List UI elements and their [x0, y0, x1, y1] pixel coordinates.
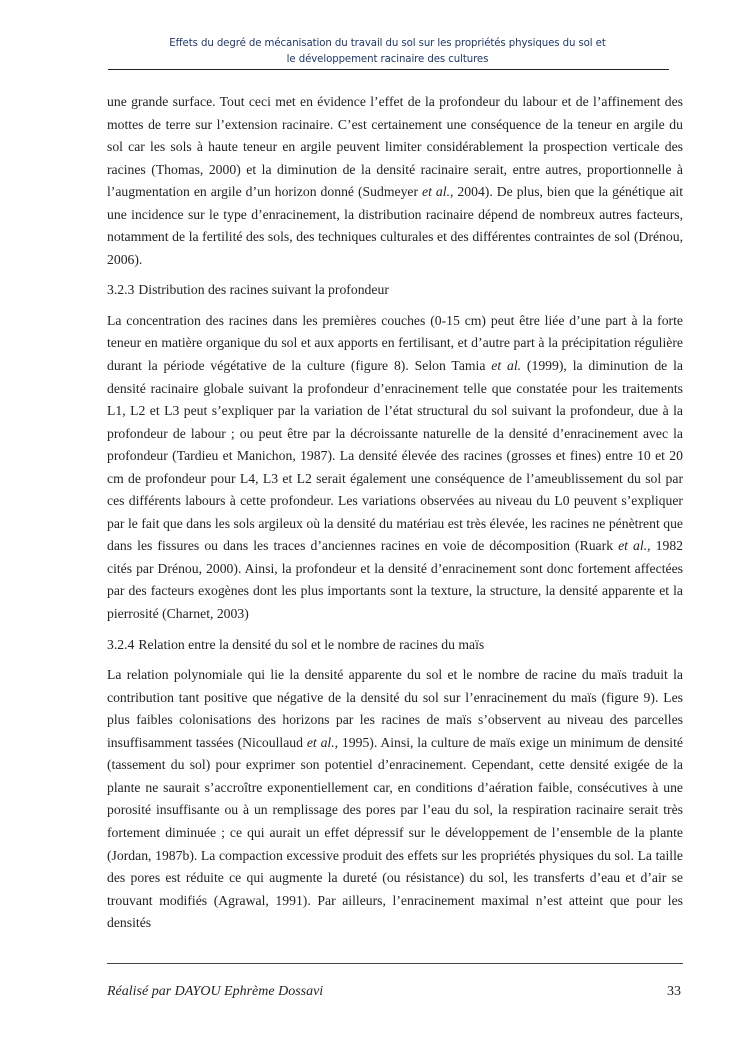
section-heading-3-2-4 [107, 634, 683, 657]
page-number: 33 [667, 984, 681, 999]
section-heading-3-2-3 [107, 279, 683, 302]
running-header [105, 36, 670, 67]
header-divider [108, 69, 669, 70]
header-line-1: Effets du degré de mécanisation du travail du sol sur les propriétés physiques du sol et [169, 38, 606, 49]
footer-divider [107, 963, 683, 964]
heading-number: 3.2.3 [107, 282, 135, 298]
heading-title: Relation entre la densité du sol et le nombre de racines du maïs [138, 636, 485, 652]
footer-author: Réalisé par DAYOU Ephrème Dossavi [107, 984, 324, 999]
paragraph-root-distribution: La concentration des racines dans les premières couches (0-15 cm) peut être liée d’une part à la forte teneur en matière organique du sol et aux apports en fertilisant, et d’autre part à la précipitation régulière durant la période végétative de la culture (figure 8). Selon Tamia et al. (1999), la diminution de la densité racinaire globale suivant la profondeur d’enracinement telle que constatée pour les traitements L1, L2 et L3 peut s’expliquer par la variation de l’état structural du sol suivant la profondeur, due à la profondeur de labour ; ou peut être par la décroissante naturelle de la densité d’enracinement avec la profondeur (Tardieu et Manichon, 1987). La densité élevée des racines (grosses et fines) entre 10 et 20 cm de profondeur pour L4, L3 et L2 serait également une conséquence de l’ameublissement du sol par ces différents labours à cette profondeur. Les variations observées au niveau du L0 peuvent s’expliquer par le fait que dans les sols argileux où la densité du matériau est très élevée, les racines ne pénètrent que dans les fissures ou dans les traces d’anciennes racines en voie de décomposition (Ruark et al., 1982 cités par Drénou, 2000). Ainsi, la profondeur et la densité d’enracinement sont donc fortement affectées par des facteurs exogènes dont les plus importants sont la texture, la structure, la densité apparente et la pierrosité (Charnet, 2003) [107, 312, 684, 622]
paragraph-root-extension: une grande surface. Tout ceci met en évidence l’effet de la profondeur du labour et de l’affinement des mottes de terre sur l’extension racinaire. C’est certainement une conséquence de la teneur en argile du sol car les sols à haute teneur en argile peuvent limiter considérablement la prospection verticale des racines (Thomas, 2000) et la diminution de la densité racinaire serait, entre autres, proportionnelle à l’augmentation en argile d’un horizon donné (Sudmeyer et al., 2004). De plus, bien que la génétique ait une incidence sur le type d’enracinement, la distribution racinaire dépend de nombreux autres facteurs, notamment de la fertilité des sols, des techniques culturales et des différentes contraintes de sol (Drénou, 2006). [107, 94, 683, 267]
header-line-2: le développement racinaire des cultures [286, 53, 489, 65]
paragraph-soil-density: La relation polynomiale qui lie la densité apparente du sol et le nombre de racine du maïs traduit la contribution tant positive que négative de la densité du sol sur l’enracinement du maïs (figure 9). Les plus faibles colonisations des horizons par les racines de maïs s’observent au niveau des parcelles insuffisamment tassées (Nicoullaud et al., 1995). Ainsi, la culture de maïs exige un minimum de densité (tassement du sol) pour exprimer son potentiel d’enracinement. Cependant, cette densité exigée de la plante ne saurait s’accroître exponentiellement car, en conditions d’aération faible, consécutives à une porosité insuffisante ou à un remplissage des pores par l’eau du sol, la respiration racinaire serait très fortement diminuée ; ce qui aurait un effet dépressif sur le développement de l’ensemble de la plante (Jordan, 1987b). La compaction excessive produit des effets sur les propriétés physiques du sol. La taille des pores est réduite ce qui augmente la dureté (ou résistance) du sol, les transferts d’eau et d’air se trouvant modifiés (Agrawal, 1991). Par ailleurs, l’enracinement maximal n’est atteint que pour les densités [107, 667, 683, 931]
heading-title: Distribution des racines suivant la profondeur [138, 282, 389, 298]
heading-number: 3.2.4 [107, 636, 135, 652]
document-body [107, 91, 683, 935]
